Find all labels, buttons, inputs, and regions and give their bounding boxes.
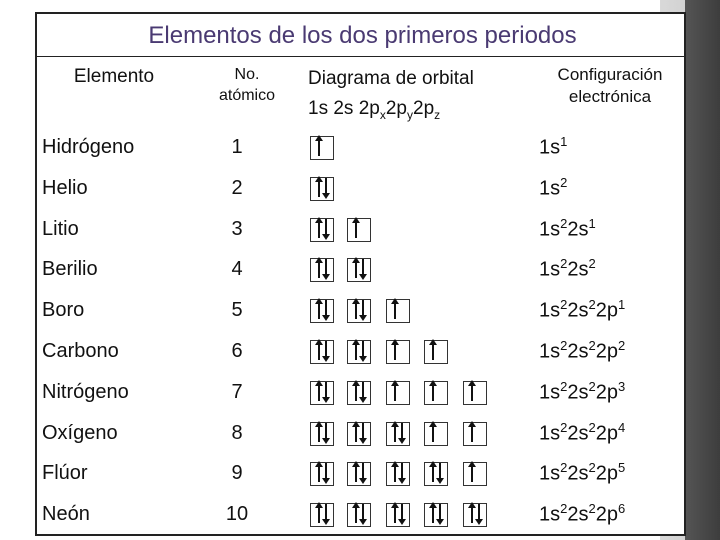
- config-electron-count: 2: [588, 460, 596, 476]
- config-orbital: 1s: [539, 259, 561, 282]
- table-row: [37, 127, 688, 168]
- config-orbital: 1s: [539, 422, 561, 445]
- config-orbital: 2p: [595, 422, 618, 445]
- header-2px: 2p: [358, 98, 380, 119]
- table-title: Elementos de los dos primeros periodos: [148, 22, 577, 49]
- header-sub-x: x: [379, 107, 386, 122]
- atomic-number: 10: [225, 503, 249, 526]
- atomic-number: 7: [231, 380, 243, 403]
- header-2pz: 2p: [413, 98, 435, 119]
- spin-down-arrow-icon: [359, 300, 367, 319]
- config-electron-count: 2: [588, 256, 596, 272]
- config-electron-count: 2: [560, 174, 568, 190]
- spin-up-arrow-icon: [429, 382, 437, 401]
- table-row: [37, 331, 688, 372]
- spin-up-arrow-icon: [429, 341, 437, 360]
- header-atomic-number: [193, 64, 301, 106]
- config-electron-count: 5: [617, 460, 626, 476]
- spin-down-arrow-icon: [322, 423, 330, 442]
- electron-configuration: [539, 501, 625, 527]
- slide-side-band-dark: [685, 0, 720, 540]
- electron-configuration: [539, 338, 625, 364]
- orbital-box: [347, 422, 371, 446]
- element-name: Hidrógeno: [42, 136, 135, 158]
- config-orbital: 1s: [539, 340, 561, 363]
- spin-down-arrow-icon: [322, 463, 330, 482]
- config-electron-count: 2: [588, 501, 596, 517]
- spin-down-arrow-icon: [322, 300, 330, 319]
- header-2py: 2p: [385, 98, 407, 119]
- config-electron-count: 4: [617, 419, 626, 435]
- spin-up-arrow-icon: [468, 382, 476, 401]
- spin-down-arrow-icon: [322, 219, 330, 238]
- config-orbital: 1s: [539, 299, 561, 322]
- header-element: Elemento: [73, 66, 155, 87]
- config-orbital: 2p: [595, 463, 618, 486]
- config-orbital: 2s: [567, 422, 589, 445]
- element-name: Flúor: [42, 462, 88, 485]
- element-name: Berilio: [42, 258, 98, 281]
- config-orbital: 2s: [567, 381, 589, 404]
- orbital-box: [310, 503, 334, 527]
- spin-down-arrow-icon: [436, 463, 444, 482]
- config-orbital: 1s: [539, 136, 561, 159]
- header-2s: 2s: [333, 98, 354, 119]
- table-row: [37, 168, 688, 209]
- orbital-diagram: [300, 459, 536, 489]
- atomic-number: 3: [231, 217, 243, 240]
- orbital-box: [386, 462, 410, 486]
- header-atomic-number-line2: atómico: [218, 87, 276, 104]
- orbital-box: [386, 299, 410, 323]
- electron-configuration: [539, 216, 596, 242]
- config-orbital: 2p: [595, 503, 618, 526]
- orbital-box: [310, 136, 334, 160]
- config-orbital: 2s: [567, 340, 589, 363]
- config-electron-count: 2: [560, 338, 568, 353]
- orbital-diagram: [300, 174, 536, 204]
- element-name: Litio: [42, 217, 79, 240]
- orbital-diagram: [300, 500, 536, 530]
- config-electron-count: 2: [617, 338, 626, 353]
- config-electron-count: 2: [560, 215, 568, 231]
- config-electron-count: 2: [588, 338, 596, 353]
- orbital-diagram: [300, 215, 536, 245]
- atomic-number: 9: [231, 462, 243, 485]
- header-1s: 1s: [308, 98, 329, 119]
- header-orbital-diagram: [303, 64, 540, 130]
- config-electron-count: 2: [560, 501, 568, 517]
- config-orbital: 1s: [539, 177, 561, 200]
- element-name: Nitrógeno: [42, 380, 129, 403]
- config-orbital: 2p: [595, 381, 618, 404]
- spin-up-arrow-icon: [429, 423, 437, 442]
- orbital-box: [310, 258, 334, 282]
- orbital-diagram: [300, 419, 536, 449]
- element-name: Carbono: [42, 340, 119, 362]
- orbital-box: [347, 299, 371, 323]
- orbital-box: [347, 381, 371, 405]
- orbital-box: [347, 503, 371, 527]
- spin-up-arrow-icon: [468, 463, 476, 482]
- config-electron-count: 2: [588, 419, 596, 435]
- electron-configuration: [539, 134, 567, 160]
- spin-down-arrow-icon: [436, 504, 444, 523]
- spin-down-arrow-icon: [359, 423, 367, 442]
- orbital-box: [347, 218, 371, 242]
- electron-configuration: [539, 379, 625, 405]
- electron-configuration: [539, 256, 596, 282]
- table-row: [37, 249, 688, 290]
- table-row: [37, 209, 688, 250]
- orbital-diagram: [300, 133, 536, 163]
- config-electron-count: 1: [617, 297, 626, 313]
- spin-down-arrow-icon: [359, 463, 367, 482]
- spin-up-arrow-icon: [391, 382, 399, 401]
- config-orbital: 2s: [567, 259, 589, 282]
- orbital-box: [386, 422, 410, 446]
- spin-down-arrow-icon: [398, 504, 406, 523]
- spin-up-arrow-icon: [315, 137, 323, 156]
- config-electron-count: 1: [588, 215, 596, 231]
- table-row: [37, 453, 688, 494]
- spin-up-arrow-icon: [352, 219, 360, 238]
- orbital-box: [310, 177, 334, 201]
- spin-down-arrow-icon: [322, 259, 330, 278]
- electron-configuration: [539, 297, 625, 323]
- orbital-box: [463, 462, 487, 486]
- header-configuration-line1: Configuración: [557, 65, 663, 84]
- config-orbital: 2s: [567, 463, 589, 486]
- config-electron-count: 2: [560, 460, 568, 476]
- atomic-number: 2: [231, 176, 243, 199]
- orbital-diagram: [300, 337, 536, 367]
- orbital-box: [310, 299, 334, 323]
- spin-up-arrow-icon: [391, 341, 399, 360]
- orbital-box: [310, 218, 334, 242]
- config-electron-count: 3: [617, 378, 626, 394]
- spin-down-arrow-icon: [398, 423, 406, 442]
- element-name: Neón: [42, 503, 90, 526]
- element-name: Oxígeno: [42, 421, 118, 444]
- config-orbital: 2p: [595, 299, 618, 322]
- spin-down-arrow-icon: [322, 341, 330, 360]
- electron-configuration: [539, 420, 625, 446]
- config-orbital: 2s: [567, 299, 589, 322]
- orbital-diagram: [300, 378, 536, 408]
- spin-down-arrow-icon: [322, 178, 330, 197]
- header-configuration-line2: electrónica: [568, 87, 652, 106]
- config-electron-count: 2: [588, 378, 596, 394]
- spin-up-arrow-icon: [468, 423, 476, 442]
- spin-down-arrow-icon: [359, 341, 367, 360]
- orbital-box: [310, 340, 334, 364]
- orbital-box: [424, 462, 448, 486]
- config-orbital: 1s: [539, 463, 561, 486]
- config-orbital: 2s: [567, 218, 589, 241]
- orbital-box: [424, 503, 448, 527]
- orbital-box: [310, 462, 334, 486]
- config-electron-count: 2: [560, 378, 568, 394]
- orbital-diagram: [300, 296, 536, 326]
- config-orbital: 1s: [539, 218, 561, 241]
- config-electron-count: 2: [560, 256, 568, 272]
- electron-configuration: [539, 460, 625, 486]
- config-orbital: 2p: [595, 340, 618, 363]
- config-electron-count: 2: [588, 297, 596, 313]
- config-electron-count: 1: [560, 134, 568, 149]
- atomic-number: 5: [231, 299, 243, 322]
- table-row: [37, 494, 688, 535]
- header-orbital-diagram-line2: [308, 94, 540, 130]
- config-orbital: 2s: [567, 503, 589, 526]
- header-sub-y: y: [407, 107, 413, 122]
- orbital-box: [347, 462, 371, 486]
- orbital-box: [386, 503, 410, 527]
- config-electron-count: 2: [560, 297, 568, 313]
- orbital-box: [463, 503, 487, 527]
- spin-down-arrow-icon: [359, 504, 367, 523]
- title-divider: [37, 56, 684, 57]
- spin-down-arrow-icon: [359, 259, 367, 278]
- element-name: Boro: [42, 299, 85, 322]
- atomic-number: 1: [231, 136, 243, 158]
- spin-down-arrow-icon: [359, 382, 367, 401]
- atomic-number: 4: [231, 258, 243, 281]
- spin-down-arrow-icon: [398, 463, 406, 482]
- table-row: [37, 413, 688, 454]
- atomic-number: 8: [231, 421, 243, 444]
- orbital-diagram: [300, 255, 536, 285]
- table-row: [37, 372, 688, 413]
- atomic-number: 6: [231, 340, 243, 362]
- orbital-box: [347, 340, 371, 364]
- orbital-box: [463, 381, 487, 405]
- orbital-box: [424, 340, 448, 364]
- config-orbital: 1s: [539, 381, 561, 404]
- header-configuration: [537, 64, 683, 108]
- electron-configuration: [539, 175, 567, 201]
- orbital-box: [463, 422, 487, 446]
- spin-down-arrow-icon: [322, 504, 330, 523]
- orbital-box: [347, 258, 371, 282]
- header-orbital-diagram-line1: Diagrama de orbital: [308, 68, 474, 89]
- config-electron-count: 6: [617, 501, 626, 517]
- table-row: [37, 290, 688, 331]
- header-atomic-number-line1: No.: [234, 66, 260, 83]
- element-table: [35, 12, 686, 536]
- orbital-box: [424, 422, 448, 446]
- spin-up-arrow-icon: [391, 300, 399, 319]
- orbital-box: [310, 422, 334, 446]
- config-electron-count: 2: [560, 419, 568, 435]
- orbital-box: [310, 381, 334, 405]
- orbital-box: [386, 340, 410, 364]
- spin-down-arrow-icon: [475, 504, 483, 523]
- orbital-box: [386, 381, 410, 405]
- spin-down-arrow-icon: [322, 382, 330, 401]
- config-orbital: 1s: [539, 503, 561, 526]
- header-sub-z: z: [434, 107, 441, 122]
- element-name: Helio: [42, 176, 88, 199]
- orbital-box: [424, 381, 448, 405]
